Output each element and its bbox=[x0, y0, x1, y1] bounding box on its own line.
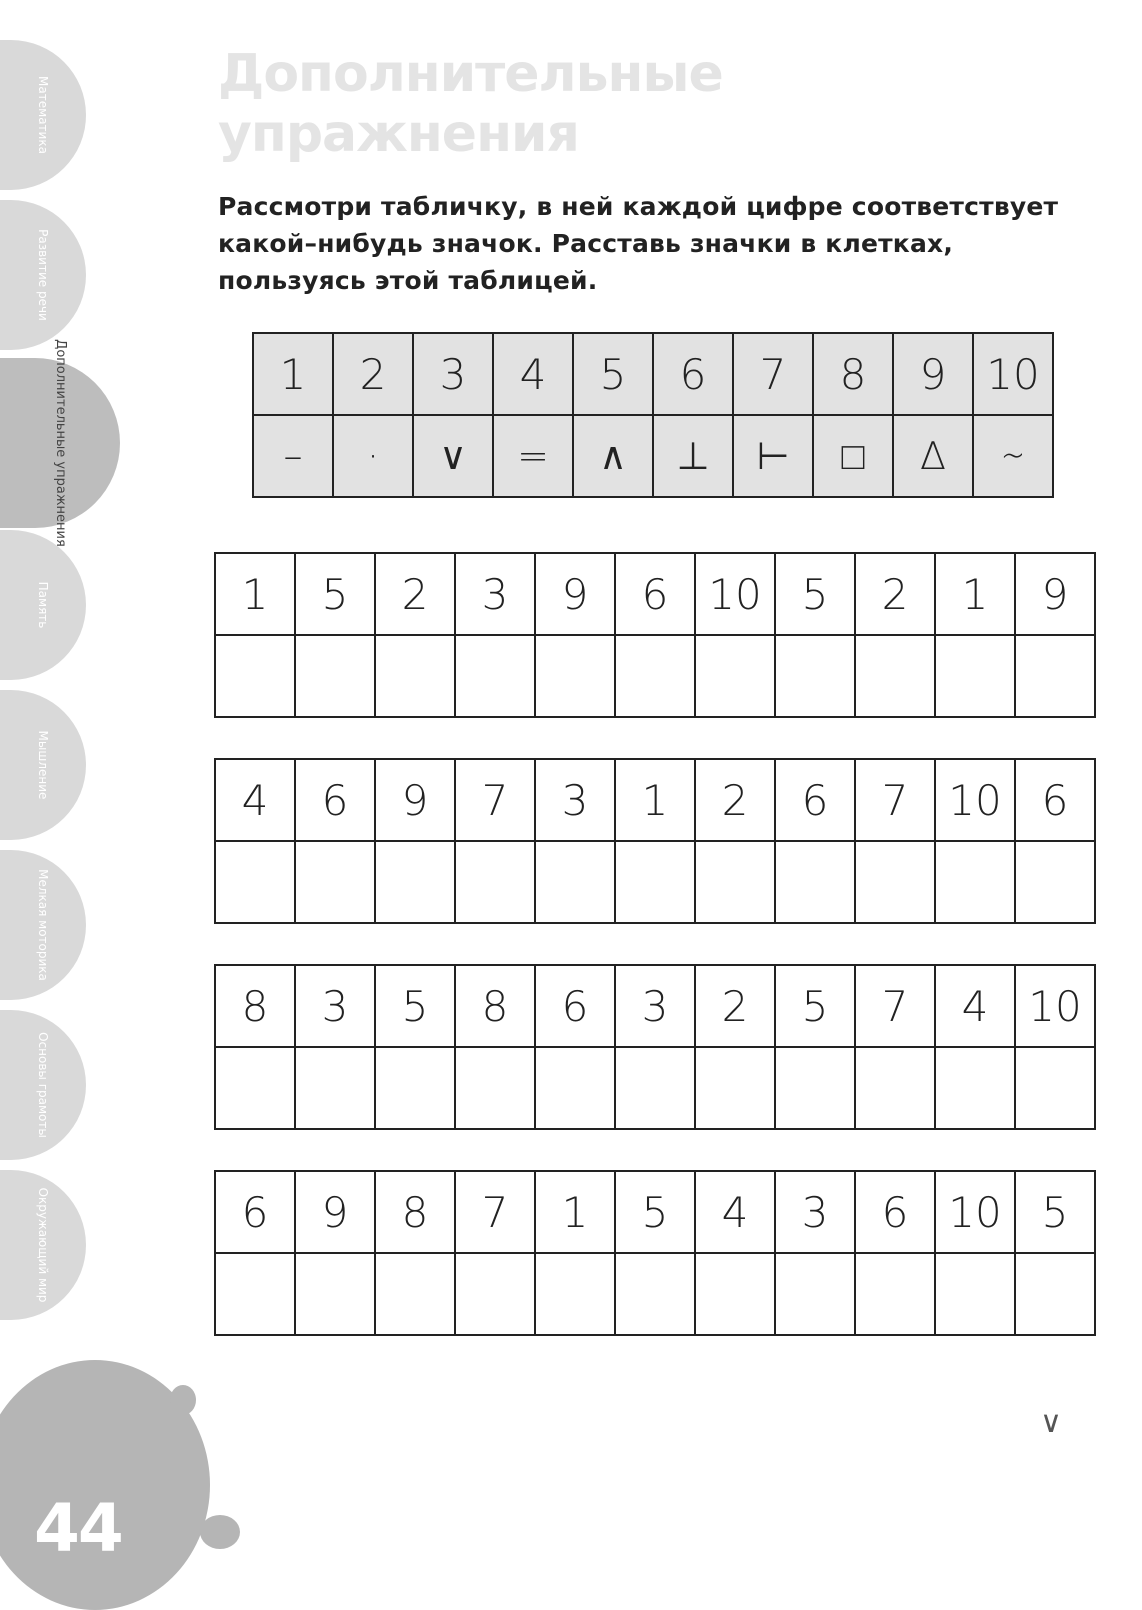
exercise-answer-cell[interactable] bbox=[295, 1253, 375, 1335]
exercise-number-cell: 8 bbox=[455, 965, 535, 1047]
key-number-cell: 8 bbox=[813, 333, 893, 415]
exercise-answer-cell[interactable] bbox=[1015, 1047, 1095, 1129]
key-number-cell: 9 bbox=[893, 333, 973, 415]
sidebar-tab-7[interactable] bbox=[0, 1010, 86, 1160]
exercise-answer-cell[interactable] bbox=[375, 841, 455, 923]
exercise-number-cell: 9 bbox=[535, 553, 615, 635]
sidebar-tab-label: Мышление bbox=[36, 730, 50, 800]
exercise-answer-cell[interactable] bbox=[615, 1253, 695, 1335]
exercise-answer-cell[interactable] bbox=[375, 635, 455, 717]
page-number: 44 bbox=[34, 1490, 122, 1567]
key-numbers-row bbox=[253, 333, 1053, 415]
sidebar-tab-label: Окружающий мир bbox=[36, 1187, 50, 1303]
exercise-answer-cell[interactable] bbox=[535, 1253, 615, 1335]
exercise-answer-cell[interactable] bbox=[935, 1253, 1015, 1335]
exercise-number-cell: 1 bbox=[535, 1171, 615, 1253]
exercise-answer-cell[interactable] bbox=[455, 635, 535, 717]
key-symbols-row bbox=[253, 415, 1053, 497]
key-symbol-cell: ∨ bbox=[413, 415, 493, 497]
sidebar-tab-1[interactable] bbox=[0, 40, 86, 190]
sidebar-tab-6[interactable] bbox=[0, 850, 86, 1000]
exercise-answer-cell[interactable] bbox=[535, 1047, 615, 1129]
exercise-answer-cell[interactable] bbox=[1015, 1253, 1095, 1335]
sidebar-tab-8[interactable] bbox=[0, 1170, 86, 1320]
exercise-numbers-row bbox=[215, 1171, 1095, 1253]
exercise-answer-cell[interactable] bbox=[615, 1047, 695, 1129]
exercise-answer-row bbox=[215, 635, 1095, 717]
exercise-answer-row bbox=[215, 841, 1095, 923]
exercise-number-cell: 2 bbox=[695, 965, 775, 1047]
exercise-numbers-row bbox=[215, 553, 1095, 635]
exercise-answer-cell[interactable] bbox=[455, 1253, 535, 1335]
exercise-number-cell: 5 bbox=[775, 553, 855, 635]
exercise-number-cell: 1 bbox=[615, 759, 695, 841]
exercise-answer-cell[interactable] bbox=[695, 841, 775, 923]
exercise-answer-cell[interactable] bbox=[775, 635, 855, 717]
instruction-text: Рассмотри табличку, в ней каждой цифре соответствует какой–нибудь значок. Расставь значки в клетках, пользуясь этой таблицей. bbox=[218, 192, 1059, 295]
exercise-answer-cell[interactable] bbox=[215, 841, 295, 923]
exercise-number-cell: 3 bbox=[455, 553, 535, 635]
sidebar-tab-label: Математика bbox=[36, 76, 50, 154]
key-symbol-cell: = bbox=[493, 415, 573, 497]
key-number-cell: 5 bbox=[573, 333, 653, 415]
exercise-number-cell: 7 bbox=[455, 759, 535, 841]
exercise-number-cell: 6 bbox=[855, 1171, 935, 1253]
exercise-number-cell: 10 bbox=[695, 553, 775, 635]
exercise-number-cell: 4 bbox=[215, 759, 295, 841]
exercise-number-cell: 6 bbox=[295, 759, 375, 841]
page-number-blob-drop bbox=[170, 1385, 196, 1415]
exercise-answer-cell[interactable] bbox=[295, 635, 375, 717]
exercise-answer-cell[interactable] bbox=[695, 635, 775, 717]
key-symbol-cell: ∆ bbox=[893, 415, 973, 497]
key-symbol-cell: ⊢ bbox=[733, 415, 813, 497]
exercise-answer-cell[interactable] bbox=[855, 1253, 935, 1335]
sidebar-tab-2[interactable] bbox=[0, 200, 86, 350]
exercise-number-cell: 2 bbox=[855, 553, 935, 635]
exercise-number-cell: 8 bbox=[215, 965, 295, 1047]
exercise-answer-row bbox=[215, 1047, 1095, 1129]
sidebar-tab-4[interactable] bbox=[0, 530, 86, 680]
page-number-blob-drop bbox=[200, 1515, 240, 1549]
exercise-table bbox=[214, 758, 1096, 924]
exercise-answer-cell[interactable] bbox=[935, 1047, 1015, 1129]
sidebar-tab-label: Развитие речи bbox=[36, 229, 50, 321]
exercise-number-cell: 5 bbox=[1015, 1171, 1095, 1253]
key-symbol-cell: ∼ bbox=[973, 415, 1053, 497]
key-symbol-cell: □ bbox=[813, 415, 893, 497]
exercise-number-cell: 3 bbox=[615, 965, 695, 1047]
exercise-number-cell: 10 bbox=[935, 759, 1015, 841]
exercise-answer-cell[interactable] bbox=[215, 1253, 295, 1335]
exercise-answer-cell[interactable] bbox=[775, 841, 855, 923]
exercise-number-cell: 5 bbox=[775, 965, 855, 1047]
key-number-cell: 1 bbox=[253, 333, 333, 415]
exercise-number-cell: 10 bbox=[1015, 965, 1095, 1047]
exercise-answer-cell[interactable] bbox=[775, 1253, 855, 1335]
key-number-cell: 4 bbox=[493, 333, 573, 415]
key-number-cell: 2 bbox=[333, 333, 413, 415]
exercise-number-cell: 3 bbox=[775, 1171, 855, 1253]
exercise-answer-cell[interactable] bbox=[1015, 635, 1095, 717]
key-number-cell: 7 bbox=[733, 333, 813, 415]
exercise-answer-cell[interactable] bbox=[855, 1047, 935, 1129]
exercise-answer-cell[interactable] bbox=[375, 1047, 455, 1129]
exercise-answer-cell[interactable] bbox=[855, 635, 935, 717]
exercise-answer-cell[interactable] bbox=[535, 635, 615, 717]
key-symbol-cell: ⊥ bbox=[653, 415, 733, 497]
sidebar-tab-label: Дополнительные упражнения bbox=[53, 339, 68, 547]
exercise-number-cell: 10 bbox=[935, 1171, 1015, 1253]
exercise-number-cell: 9 bbox=[295, 1171, 375, 1253]
exercise-answer-cell[interactable] bbox=[615, 841, 695, 923]
exercise-number-cell: 5 bbox=[615, 1171, 695, 1253]
exercise-number-cell: 3 bbox=[295, 965, 375, 1047]
key-symbol-cell: · bbox=[333, 415, 413, 497]
exercise-answer-cell[interactable] bbox=[455, 1047, 535, 1129]
exercise-number-cell: 2 bbox=[695, 759, 775, 841]
page-title bbox=[218, 44, 723, 164]
exercise-answer-cell[interactable] bbox=[295, 1047, 375, 1129]
exercise-answer-cell[interactable] bbox=[375, 1253, 455, 1335]
exercise-number-cell: 6 bbox=[615, 553, 695, 635]
exercise-number-cell: 6 bbox=[535, 965, 615, 1047]
exercise-number-cell: 5 bbox=[375, 965, 455, 1047]
exercise-answer-cell[interactable] bbox=[695, 1047, 775, 1129]
sidebar-tab-label: Мелкая моторика bbox=[36, 869, 50, 981]
page-title-line: Дополнительные bbox=[218, 44, 723, 104]
exercise-number-cell: 6 bbox=[775, 759, 855, 841]
sidebar-tab-label: Память bbox=[36, 581, 50, 629]
exercise-number-cell: 1 bbox=[935, 553, 1015, 635]
exercise-number-cell: 1 bbox=[215, 553, 295, 635]
exercise-answer-cell[interactable] bbox=[215, 1047, 295, 1129]
exercise-number-cell: 9 bbox=[375, 759, 455, 841]
sidebar-tab-label: Основы грамоты bbox=[36, 1032, 50, 1138]
exercise-answer-cell[interactable] bbox=[695, 1253, 775, 1335]
exercise-answer-cell[interactable] bbox=[935, 635, 1015, 717]
exercise-number-cell: 8 bbox=[375, 1171, 455, 1253]
exercise-answer-cell[interactable] bbox=[855, 841, 935, 923]
exercise-numbers-row bbox=[215, 759, 1095, 841]
sidebar-tab-5[interactable] bbox=[0, 690, 86, 840]
exercise-answer-cell[interactable] bbox=[615, 635, 695, 717]
sidebar-tab-3-active[interactable] bbox=[0, 339, 120, 547]
exercise-table bbox=[214, 1170, 1096, 1336]
exercise-number-cell: 5 bbox=[295, 553, 375, 635]
exercise-number-cell: 3 bbox=[535, 759, 615, 841]
exercise-number-cell: 7 bbox=[855, 759, 935, 841]
exercise-number-cell: 6 bbox=[215, 1171, 295, 1253]
exercise-table bbox=[214, 552, 1096, 718]
key-number-cell: 10 bbox=[973, 333, 1053, 415]
exercise-number-cell: 4 bbox=[695, 1171, 775, 1253]
exercise-number-cell: 6 bbox=[1015, 759, 1095, 841]
exercise-answer-cell[interactable] bbox=[1015, 841, 1095, 923]
exercise-answer-cell[interactable] bbox=[295, 841, 375, 923]
exercise-answer-row bbox=[215, 1253, 1095, 1335]
exercise-answer-cell[interactable] bbox=[775, 1047, 855, 1129]
key-table bbox=[252, 332, 1054, 498]
exercise-numbers-row bbox=[215, 965, 1095, 1047]
exercise-answer-cell[interactable] bbox=[215, 635, 295, 717]
exercise-table bbox=[214, 964, 1096, 1130]
key-number-cell: 6 bbox=[653, 333, 733, 415]
exercise-number-cell: 2 bbox=[375, 553, 455, 635]
exercise-answer-cell[interactable] bbox=[455, 841, 535, 923]
exercise-answer-cell[interactable] bbox=[535, 841, 615, 923]
key-symbol-cell: – bbox=[253, 415, 333, 497]
exercise-answer-cell[interactable] bbox=[935, 841, 1015, 923]
exercise-number-cell: 4 bbox=[935, 965, 1015, 1047]
page-title-line: упражнения bbox=[218, 104, 579, 164]
key-symbol-cell: ∧ bbox=[573, 415, 653, 497]
exercise-number-cell: 7 bbox=[855, 965, 935, 1047]
key-number-cell: 3 bbox=[413, 333, 493, 415]
exercise-number-cell: 7 bbox=[455, 1171, 535, 1253]
exercise-number-cell: 9 bbox=[1015, 553, 1095, 635]
check-mark: ∨ bbox=[1040, 1405, 1062, 1440]
